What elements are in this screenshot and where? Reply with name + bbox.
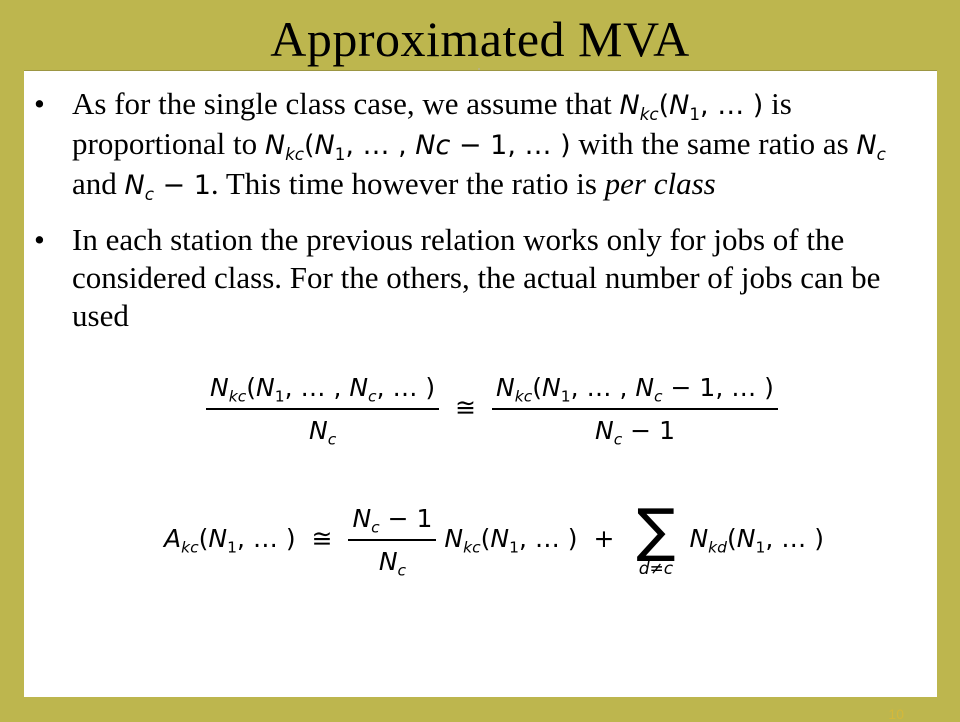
fraction-ratio: $\frac{N_c - 1}{N_c}$ [348, 504, 436, 576]
summation-icon: ∑ d≠c [636, 496, 676, 579]
page-number: 10 [888, 706, 904, 722]
bullet-dot-icon: • [34, 222, 45, 257]
slide-content [24, 70, 937, 697]
equation-ratio: $\frac{N_{kc}(N_1, \dots , N_c, \dots )}{N_c}$ ≅ $\frac{N_{kc}(N_1, \dots , N_c - 1, \dots )}{N_c - 1}$ [172, 373, 812, 445]
bullet-dot-icon: • [34, 86, 45, 121]
bullet-1 [34, 85, 934, 205]
equation-arrival: $A_{kc}(N_1$, … ) ≅ $\frac{N_c - 1}{N_c}$ $N_{kc}(N_1$, … ) + ∑ d≠c $N_{kd}(N_1$, … ) [164, 496, 824, 580]
bullet-2-text: In each station the previous relation works only for jobs of the considered class. For the others, the actual number of jobs can be used [72, 222, 881, 333]
slide-title: Approximated MVA [270, 11, 690, 67]
bullet-1-text: As for the single class case, we assume that $N_{kc}(N_1$, … ) is proportional to $N_{kc}(N_1$, … , Nc − 1, … ) with the same ratio as $N_c$ and $N_c - 1$. This time however the ratio is per class [72, 86, 886, 204]
fraction-right: $\frac{N_{kc}(N_1, \dots , N_c - 1, \dots )}{N_c - 1}$ [492, 373, 778, 445]
fraction-left: $\frac{N_{kc}(N_1, \dots , N_c, \dots )}{N_c}$ [206, 373, 439, 445]
bullet-2 [34, 221, 934, 335]
